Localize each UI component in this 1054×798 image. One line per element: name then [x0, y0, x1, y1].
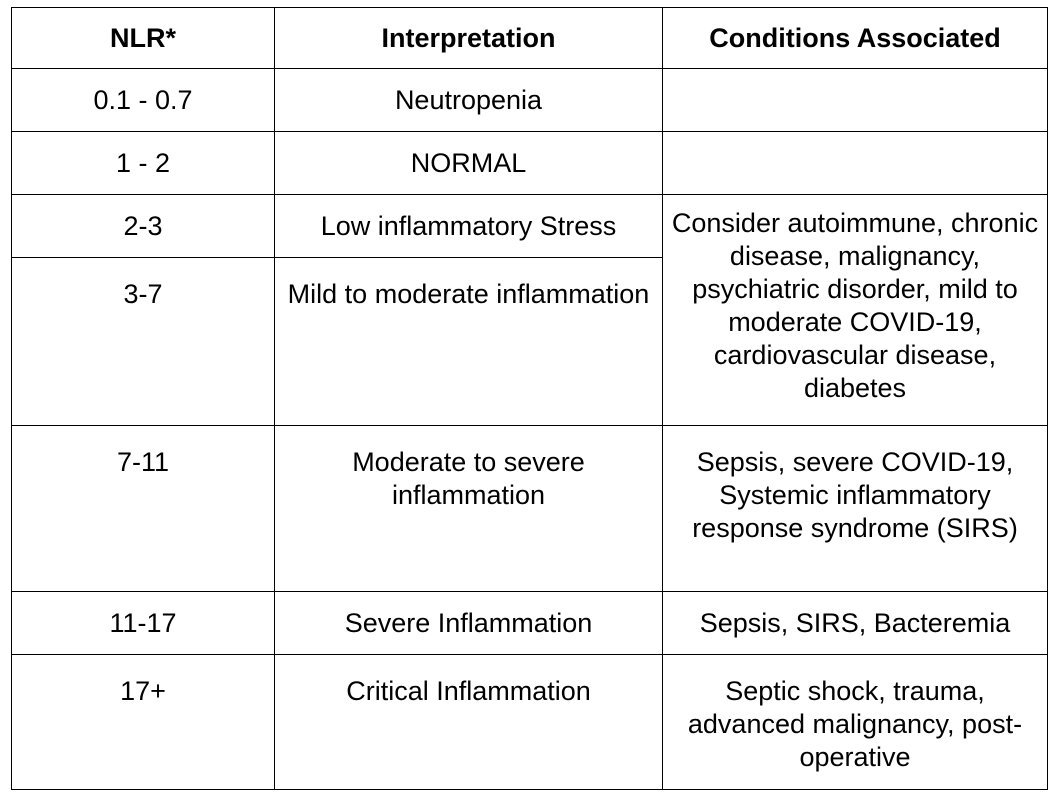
interpretation-cell: Severe Inflammation	[275, 592, 663, 655]
header-interpretation: Interpretation	[275, 8, 663, 69]
header-conditions: Conditions Associated	[663, 8, 1048, 69]
interpretation-cell: Low inflammatory Stress	[275, 195, 663, 258]
header-nlr: NLR*	[12, 8, 275, 69]
conditions-cell: Sepsis, SIRS, Bacteremia	[663, 592, 1048, 655]
conditions-cell: Consider autoimmune, chronic disease, malignancy, psychiatric disorder, mild to moderate COVID-19, cardiovascular disease, diabetes	[663, 195, 1048, 426]
nlr-cell: 2-3	[12, 195, 275, 258]
interpretation-cell: NORMAL	[275, 132, 663, 195]
table-row	[12, 195, 1048, 258]
conditions-cell	[663, 132, 1048, 195]
interpretation-cell: Critical Inflammation	[275, 655, 663, 790]
nlr-cell: 17+	[12, 655, 275, 790]
conditions-cell: Septic shock, trauma, advanced malignancy, post-operative	[663, 655, 1048, 790]
nlr-table	[11, 7, 1048, 790]
interpretation-cell: Neutropenia	[275, 69, 663, 132]
nlr-cell: 0.1 - 0.7	[12, 69, 275, 132]
nlr-cell: 1 - 2	[12, 132, 275, 195]
table-row	[12, 655, 1048, 790]
interpretation-cell: Mild to moderate inflammation	[275, 258, 663, 426]
table-row	[12, 69, 1048, 132]
nlr-cell: 3-7	[12, 258, 275, 426]
table-row	[12, 592, 1048, 655]
nlr-cell: 7-11	[12, 426, 275, 592]
nlr-cell: 11-17	[12, 592, 275, 655]
interpretation-cell: Moderate to severe inflammation	[275, 426, 663, 592]
table-header-row	[12, 8, 1048, 69]
table-row	[12, 426, 1048, 592]
table-row	[12, 132, 1048, 195]
conditions-cell: Sepsis, severe COVID-19, Systemic inflammatory response syndrome (SIRS)	[663, 426, 1048, 592]
conditions-cell	[663, 69, 1048, 132]
